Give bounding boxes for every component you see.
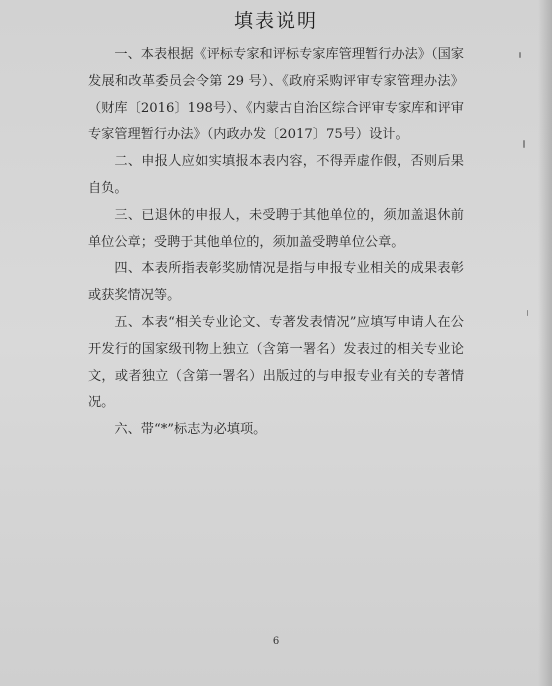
instruction-paragraph-6: 六、带“*”标志为必填项。: [114, 422, 267, 438]
page-title: 填表说明: [233, 10, 318, 32]
instruction-paragraph-2: 二、申报人应如实填报本表内容，不得弄虚作假，否则后果自负。: [88, 154, 464, 196]
instruction-paragraph-3: 三、已退休的申报人，未受聘于其他单位的，须加盖退休前单位公章；受聘于其他单位的，须加盖受聘单位公章。: [88, 207, 464, 250]
instruction-paragraph-4: 四、本表所指表彰奖励情况是指与申报专业相关的成果表彰或获奖情况等。: [88, 261, 464, 304]
page-number: 6: [272, 636, 280, 647]
instruction-paragraph-1: 一、本表根据《评标专家和评标专家库管理暂行办法》（国家发展和改革委员会令第 29 号）、《政府采购评审专家管理办法》（财库〔2016〕198号）、《内蒙古自治区综合评审专家库和评审专家管理暂行办法》（内政办发〔2017〕75号）设计。: [88, 47, 464, 143]
instruction-paragraph-5: 五、本表“相关专业论文、专著发表情况”应填写申请人在公开发行的国家级刊物上独立（含第一署名）发表过的相关专业论文，或者独立（含第一署名）出版过的与申报专业有关的专著情况。: [88, 314, 464, 411]
scan-speck: [519, 52, 521, 58]
scan-speck: [523, 140, 525, 148]
instructions-body: [88, 42, 464, 444]
scan-speck: [527, 310, 528, 316]
